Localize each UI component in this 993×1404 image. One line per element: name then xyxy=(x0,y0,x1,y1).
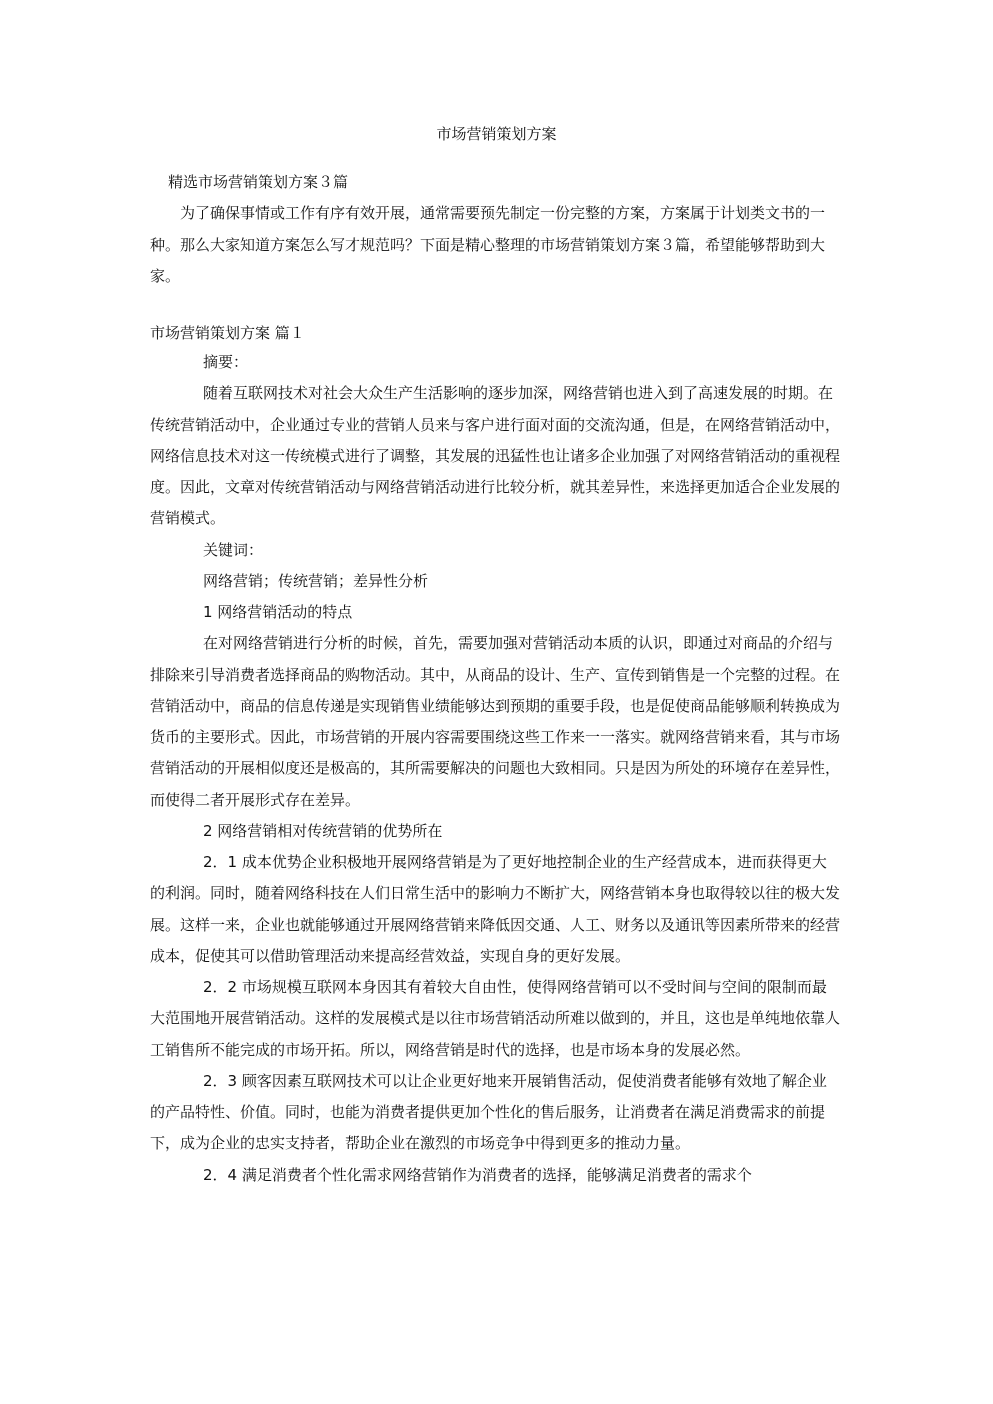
paragraph-1: 在对网络营销进行分析的时候，首先，需要加强对营销活动本质的认识，即通过对商品的介绍与排除来引导消费者选择商品的购物活动。其中，从商品的设计、生产、宣传到销售是一个完整的过程。在营销活动中，商品的信息传递是实现销售业绩能够达到预期的重要手段，也是促使商品能够顺利转换成为货币的主要形式。因此，市场营销的开展内容需要围绕这些工作来一一落实。就网络营销来看，其与市场营销活动的开展相似度还是极高的，其所需要解决的问题也大致相同。只是因为所处的环境存在差异性，而使得二者开展形式存在差异。 xyxy=(150,634,841,809)
section-heading: 市场营销策划方案 篇１ xyxy=(150,324,305,342)
paragraph-2-4: 2．4 满足消费者个性化需求网络营销作为消费者的选择，能够满足消费者的需求个 xyxy=(203,1165,752,1184)
document-subtitle: 精选市场营销策划方案３篇 xyxy=(168,173,349,191)
section-content xyxy=(150,347,840,1191)
intro-paragraph: 为了确保事情或工作有序有效开展，通常需要预先制定一份完整的方案，方案属于计划类文书的一种。那么大家知道方案怎么写才规范吗？下面是精心整理的市场营销策划方案３篇，希望能够帮助到大家。 xyxy=(150,204,826,285)
heading-1: 1 网络营销活动的特点 xyxy=(203,603,353,621)
abstract-paragraph: 随着互联网技术对社会大众生产生活影响的逐步加深，网络营销也进入到了高速发展的时期。在传统营销活动中，企业通过专业的营销人员来与客户进行面对面的交流沟通，但是，在网络营销活动中，网络信息技术对这一传统模式进行了调整，其发展的迅猛性也让诸多企业加强了对网络营销活动的重视程度。因此，文章对传统营销活动与网络营销活动进行比较分析，就其差异性，来选择更加适合企业发展的营销模式。 xyxy=(150,384,841,528)
paragraph-2-3: 2．3 顾客因素互联网技术可以让企业更好地来开展销售活动，促使消费者能够有效地了解企业的产品特性、价值。同时，也能为消费者提供更加个性化的售后服务，让消费者在满足消费需求的前提下，成为企业的忠实支持者，帮助企业在激烈的市场竞争中得到更多的推动力量。 xyxy=(150,1071,827,1153)
paragraph-2-2: 2．2 市场规模互联网本身因其有着较大自由性，使得网络营销可以不受时间与空间的限制而最大范围地开展营销活动。这样的发展模式是以往市场营销活动所难以做到的，并且，这也是单纯地依靠人工销售所不能完成的市场开拓。所以，网络营销是时代的选择，也是市场本身的发展必然。 xyxy=(150,978,841,1059)
heading-2: 2 网络营销相对传统营销的优势所在 xyxy=(203,821,443,840)
paragraph-2-1: 2．1 成本优势企业积极地开展网络营销是为了更好地控制企业的生产经营成本，进而获得更大的利润。同时，随着网络科技在人们日常生活中的影响力不断扩大，网络营销本身也取得较以往的极大发展。这样一来，企业也就能够通过开展网络营销来降低因交通、人工、财务以及通讯等因素所带来的经营成本，促使其可以借助管理活动来提高经营效益，实现自身的更好发展。 xyxy=(150,853,841,965)
keywords-label: 关键词： xyxy=(203,540,264,559)
document-title: 市场营销策划方案 xyxy=(436,125,557,143)
abstract-label: 摘要： xyxy=(203,353,249,371)
keywords-paragraph: 网络营销；传统营销；差异性分析 xyxy=(203,571,429,590)
